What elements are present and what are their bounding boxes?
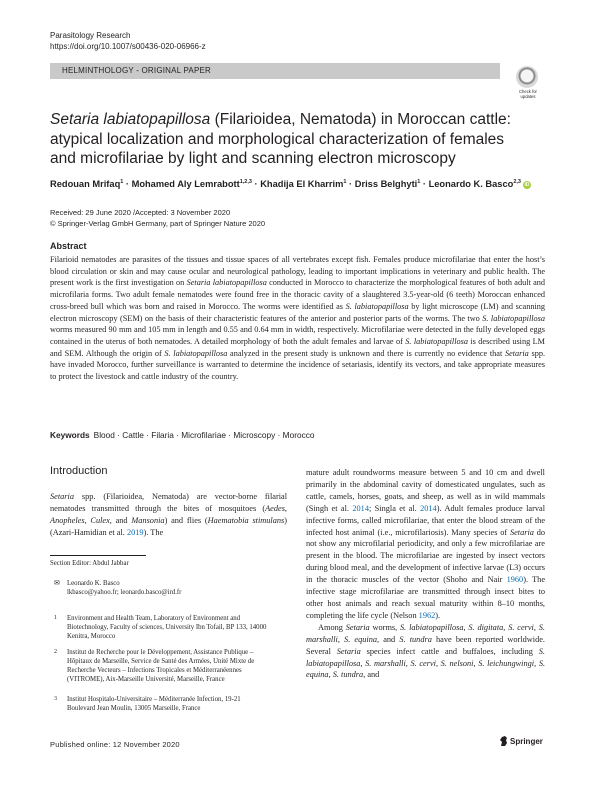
corresponding-name: Leonardo K. Basco [67,580,120,587]
author-name[interactable]: Khadija El Kharrim [260,179,344,190]
author-affil: 1 [343,179,347,185]
category-label: HELMINTHOLOGY - ORIGINAL PAPER [62,66,211,75]
springer-wordmark: Springer [510,737,543,746]
author-name[interactable]: Mohamed Aly Lemrabott [131,179,240,190]
intro-paragraph-left: Setaria spp. (Filarioidea, Nematoda) are vector-borne filarial nematodes transmitted through the bites of mosquitoes (Aedes, Anopheles, Culex, and Mansonia) and flies (Haematobia stimulans) (Azari-Hamidian et al. 2019). The [50,492,288,537]
introduction-heading: Introduction [50,465,108,477]
article-title [50,110,530,169]
published-online-date: Published online: 12 November 2020 [50,740,180,749]
abstract-text: Filarioid nematodes are parasites of the tissues and tissue spaces of all vertebrates except fish. Females produce microfilariae that enter the host’s blood circulation or skin and may cause ocular and neurological pathology, leading to important implications in veterinary and public health. The present work is the first investigation on Setaria labiatopapillosa conducted in Morocco to characterize the morphological features of both adult and microfilaria forms. Two adult female nematodes were found free in the thoracic cavity of a slaughtered 3.5-year-old (6 teeth) Moroccan enhanced cross-breed bull which was born and raised in Morocco. The worms were identified as S. labiatopapillosa by light microscope (LM) and scanning electron microscopy (SEM) on the basis of their characteristic features of the anterior and posterior parts of the worms. The two S. labiatopapillosa worms measured 90 mm and 105 mm in length and 0.55 and 0.64 mm in width, respectively. Microfilariae were detected in the fully developed eggs contained in the uterus of both nematodes. A detailed morphology of both the adult females and larvae of S. labiatopapillosa is described using LM and SEM. Although the origin of S. labiatopapillosa analyzed in the present study is unknown and there is currently no evidence that Setaria spp. have invaded Morocco, further surveillance is warranted to determine the incidence of setariasis, identify its vectors, and take appropriate measures to protect the livestock and cattle industry of the country. [50,255,546,382]
corresponding-email[interactable]: lkbasco@yahoo.fr; leonardo.basco@ird.fr [67,589,182,596]
check-for-updates-badge[interactable] [512,66,544,100]
envelope-icon: ✉ [54,579,60,587]
check-updates-label: Check for updates [519,89,537,99]
received-accepted-dates: Received: 29 June 2020 /Accepted: 3 November 2020 [50,208,231,217]
check-updates-icon [516,66,538,88]
author-affil: 1 [120,179,124,185]
author-name[interactable]: Leonardo K. Basco [428,179,514,190]
keywords-label: Keywords [50,430,90,440]
footnote-divider [50,555,146,556]
abstract-heading: Abstract [50,241,87,251]
springer-horse-icon [499,736,508,747]
author-affil: 1 [417,179,421,185]
orcid-icon[interactable]: iD [524,182,530,189]
keywords-line [50,430,315,440]
keywords-list: Blood · Cattle · Filaria · Microfilariae · Microscopy · Morocco [93,430,315,440]
author-affil: 1,2,3 [239,179,252,185]
citation-link[interactable]: 2014 [352,503,369,513]
citation-link[interactable]: 2019 [126,528,144,537]
title-rest: (Filarioidea, Nematoda) in Moroccan cattle: atypical localization and morphological characterization of females and microfilariae by light and scanning electron microscopy [50,111,511,167]
author-name[interactable]: Redouan Mrifaq [50,179,121,190]
citation-link[interactable]: 1960 [506,575,524,585]
category-bar [50,63,500,79]
author-name[interactable]: Driss Belghyti [354,179,418,190]
section-editor: Section Editor: Abdul Jabbar [50,560,129,567]
copyright-notice: © Springer-Verlag GmbH Germany, part of Springer Nature 2020 [50,219,266,228]
doi-link[interactable]: https://doi.org/10.1007/s00436-020-06966-z [50,42,206,51]
author-list: Redouan Mrifaq$^1$ · Mohamed Aly Lemrabott$^{1,2,3}$ · Khadija El Kharrim$^1$ · Driss Belghyti$^1$ · Leonardo K. Basco$^{2,3}$iD [50,179,530,190]
intro-paragraph-right: mature adult roundworms measure between 5 and 10 cm and dwell primarily in the abdominal cavity of domesticated ungulates, such as cattle, camels, horses, goats, and sheep, as well as in wild mammals (Singh et al. 2014; Singla et al. 2014). Adult females produce larval infective forms, called microfilariae, that enter the blood stream of the infected host animal (i.e., microfilariosis). Many species of Setaria do not show any microfilarial periodicity, and only a few microfilariae are present in the blood. The microfilariae are ingested by insect vectors during blood meal, and the development of infective larvae (L3) occurs in the thoracic muscles of the vector (Shoho and Nair 1960). The infective stage microfilariae are transmitted through insect bites to other host animals and reach sexual maturity within 8–10 months, completing the life cycle (Nelson 1962). Among Setaria worms, S. labiatopapillosa, S. digitata, S. cervi, S. marshalli, S. equina, and S. tundra have been reported worldwide. Several Setaria species infect cattle and buffaloes, including S. labiatopapillosa, S. marshalli, S. cervi, S. nelsoni, S. leichungwingi, S. equina, S. tundra, and [306,468,546,680]
title-italic: Setaria labiatopapillosa [50,111,211,128]
author-affil: 2,3 [513,179,521,185]
journal-name: Parasitology Research [50,31,131,40]
citation-link[interactable]: 2014 [420,503,437,513]
citation-link[interactable]: 1962 [418,610,436,620]
